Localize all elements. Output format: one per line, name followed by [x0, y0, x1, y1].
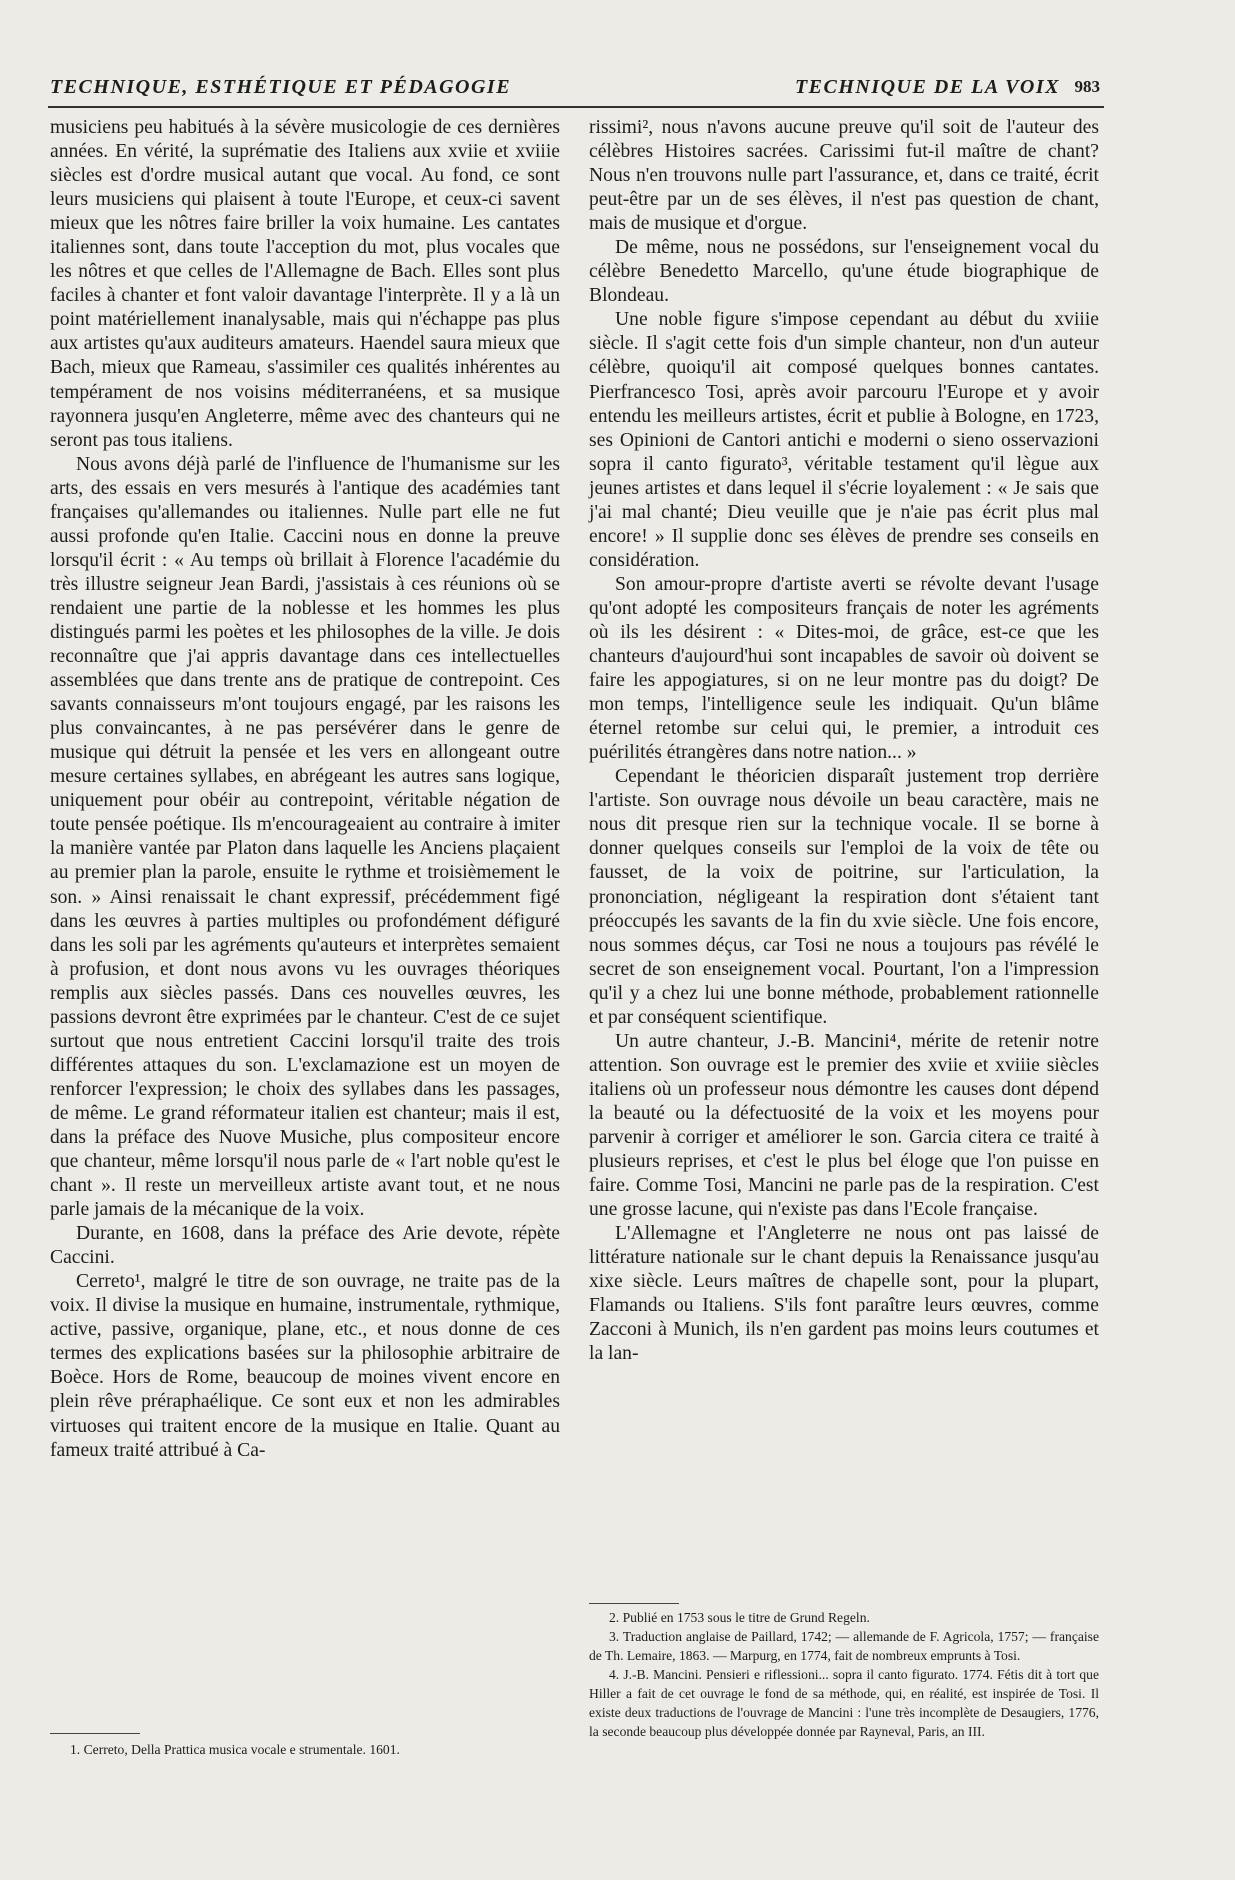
paragraph: Un autre chanteur, J.-B. Mancini⁴, mérite de retenir notre attention. Son ouvrage est le premier des xviie et xviiie siècles italiens où un professeur nous démontre les causes dont dépend la beauté ou la défectuosité de la voix et les moyens pour parvenir à corriger et améliorer le son. Garcia citera ce traité à plusieurs reprises, et c'est le plus bel éloge que l'on puisse en faire. Comme Tosi, Mancini ne parle pas de la respiration. C'est une grosse lacune, qui n'existe pas dans l'Ecole française. [589, 1030, 1099, 1221]
right-column [589, 116, 1099, 1366]
paragraph: Nous avons déjà parlé de l'influence de l'humanisme sur les arts, des essais en vers mesurés à l'antique des académies tant françaises qu'allemandes ou italiennes. Nulle part elle ne fut aussi profonde qu'en Italie. Caccini nous en donne la preuve lorsqu'il écrit : « Au temps où brillait à Florence l'académie du très illustre seigneur Jean Bardi, j'assistais à ces réunions où se rendaient une partie de la noblesse et les hommes les plus distingués parmi les poètes et les philosophes de la ville. Je dois reconnaître que j'ai appris davantage dans ces intellectuelles assemblées que dans trente ans de pratique de contrepoint. Ces savants connaisseurs m'ont toujours engagé, par les raisons les plus convaincantes, à ne pas persévérer dans le genre de musique qui détruit la pensée et les vers en allongeant outre mesure certaines syllabes, en abrégeant les autres sans logique, uniquement pour obéir au contrepoint, véritable négation de toute pensée poétique. Ils m'encourageaient au contraire à imiter la manière vantée par Platon dans laquelle les Anciens plaçaient au premier plan la parole, ensuite le rythme et troisièmement le son. » Ainsi renaissait le chant expressif, précédemment figé dans les œuvres à parties multiples ou profondément défiguré dans les soli par les agréments qu'auteurs et interprètes semaient à profusion, et dont nous avons vu les ouvrages théoriques remplis aux siècles passés. Dans ces nouvelles œuvres, les passions devront être exprimées par le chanteur. C'est de ce sujet surtout que nous entretient Caccini lorsqu'il traite des trois différentes attaques du son. L'exclamazione est un moyen de renforcer l'expression; le choix des syllabes dans les passages, de même. Le grand réformateur italien est chanteur; mais il est, dans la préface des Nuove Musiche, plus compositeur encore que chanteur, même lorsqu'il nous parle de « l'art noble qu'est le chant ». Il reste un merveilleux artiste avant tout, et ne nous parle jamais de la mécanique de la voix. [50, 453, 560, 1221]
running-head-left: TECHNIQUE, ESTHÉTIQUE ET PÉDAGOGIE [50, 76, 512, 98]
footnote: 4. J.-B. Mancini. Pensieri e riflessioni... sopra il canto figurato. 1774. Fétis dit à tort que Hiller a fait de cet ouvrage le fond de sa méthode, qui, en réalité, est inspirée de Tosi. Il existe deux traductions de l'ouvrage de Mancini : l'une très incomplète de Desaugiers, 1776, la seconde beaucoup plus développée donnée par Rayneval, Paris, an III. [589, 1667, 1099, 1739]
paragraph: musiciens peu habitués à la sévère musicologie de ces dernières années. En vérité, la suprématie des Italiens aux xviie et xviiie siècles est d'ordre musical autant que vocal. Au fond, ce sont leurs musiciens qui plaisent à toute l'Europe, et ceux-ci savent mieux que les nôtres faire briller la voix humaine. Les cantates italiennes sont, dans toute l'acception du mot, plus vocales que les nôtres et que celles de l'Allemagne de Bach. Elles sont plus faciles à chanter et font valoir davantage l'interprète. Il y a là un point matériellement inanalysable, mais qui n'échappe pas plus aux artistes qu'aux auditeurs amateurs. Haendel saura mieux que Bach, mieux que Rameau, s'assimiler ces qualités inhérentes au tempérament de nos voisins méditerranéens, et sa musique rayonnera jusqu'en Angleterre, même avec des chanteurs qui ne seront pas tous italiens. [50, 117, 560, 451]
footnote: 3. Traduction anglaise de Paillard, 1742; — allemande de F. Agricola, 1757; — française de Th. Lemaire, 1863. — Marpurg, en 1774, fait de nombreux emprunts à Tosi. [589, 1629, 1099, 1663]
footnote: 1. Cerreto, Della Prattica musica vocale e strumentale. 1601. [70, 1742, 400, 1757]
page-number: 983 [1074, 77, 1100, 96]
paragraph: Une noble figure s'impose cependant au début du xviiie siècle. Il s'agit cette fois d'un simple chanteur, non d'un auteur célèbre, quoiqu'il ait composé quelques bonnes cantates. Pierfrancesco Tosi, après avoir parcouru l'Europe et y avoir entendu les meilleurs artistes, écrit et publie à Bologne, en 1723, ses Opinioni de Cantori antichi e moderni o sieno osservazioni sopra il canto figurato³, véritable testament qu'il lègue aux jeunes artistes et dans lequel il s'écrie loyalement : « Je sais que j'ai mal chanté; Dieu veuille que je n'aie pas écrit plus mal encore! » Il supplie donc ses élèves de prendre ses conseils en considération. [589, 309, 1099, 571]
footnotes-left [50, 1740, 560, 1759]
running-head [50, 76, 1100, 104]
header-rule [48, 106, 1104, 108]
paragraph: Son amour-propre d'artiste averti se révolte devant l'usage qu'ont adopté les compositeurs français de noter les agréments où ils les désirent : « Dites-moi, de grâce, est-ce que les chanteurs d'aujourd'hui sont incapables de savoir où doivent se faire les appogiatures, si on ne leur montre pas du doigt? De mon temps, l'intelligence seule les indiquait. Qu'un blâme éternel retombe sur celui qui, le premier, a introduit ces puérilités étrangères dans notre nation... » [589, 573, 1099, 764]
paragraph: Durante, en 1608, dans la préface des Arie devote, répète Caccini. [50, 1223, 560, 1269]
paragraph: Cependant le théoricien disparaît justement trop derrière l'artiste. Son ouvrage nous dévoile un beau caractère, mais ne nous dit presque rien sur la technique vocale. Il se borne à donner quelques conseils sur l'emploi de la voix de tête ou fausset, de la voix de poitrine, sur l'articulation, la prononciation, négligeant la respiration dont s'étaient tant préoccupés les savants de la fin du xvie siècle. Une fois encore, nous sommes déçus, car Tosi ne nous a toujours pas révélé le secret de son enseignement vocal. Pourtant, l'on a l'impression qu'il y a chez lui une bonne méthode, probablement rationnelle et par conséquent scientifique. [589, 766, 1099, 1028]
paragraph: Cerreto¹, malgré le titre de son ouvrage, ne traite pas de la voix. Il divise la musique en humaine, instrumentale, rythmique, active, passive, organique, plane, etc., et nous donne de ces termes des explications basées sur la philosophie arbitraire de Boèce. Hors de Rome, beaucoup de moines vivent encore en plein rêve préraphaélique. Ce sont eux et non les admirables virtuoses qui traitent encore de la musique en Italie. Quant au fameux traité attribué à Ca- [50, 1271, 560, 1461]
running-head-right: TECHNIQUE DE LA VOIX [794, 76, 1060, 98]
footnote: 2. Publié en 1753 sous le titre de Grund Regeln. [609, 1610, 870, 1625]
paragraph: rissimi², nous n'avons aucune preuve qu'il soit de l'auteur des célèbres Histoires sacrées. Carissimi fut-il maître de chant? Nous n'en trouvons nulle part l'assurance, et, dans ce traité, écrit peut-être par un de ses élèves, il n'est pas question de chant, mais de musique et d'orgue. [589, 117, 1099, 235]
left-column [50, 116, 560, 1463]
footnotes-right [589, 1608, 1099, 1741]
paragraph: L'Allemagne et l'Angleterre ne nous ont pas laissé de littérature nationale sur le chant depuis la Renaissance jusqu'au xixe siècle. Leurs maîtres de chapelle sont, pour la plupart, Flamands ou Italiens. S'ils font paraître leurs œuvres, comme Zacconi à Munich, ils n'en gardent pas moins leurs coutumes et la lan- [589, 1223, 1099, 1365]
footnote-rule-right [589, 1603, 679, 1604]
paragraph: De même, nous ne possédons, sur l'enseignement vocal du célèbre Benedetto Marcello, qu'une étude biographique de Blondeau. [589, 237, 1099, 307]
footnote-rule-left [50, 1733, 140, 1734]
